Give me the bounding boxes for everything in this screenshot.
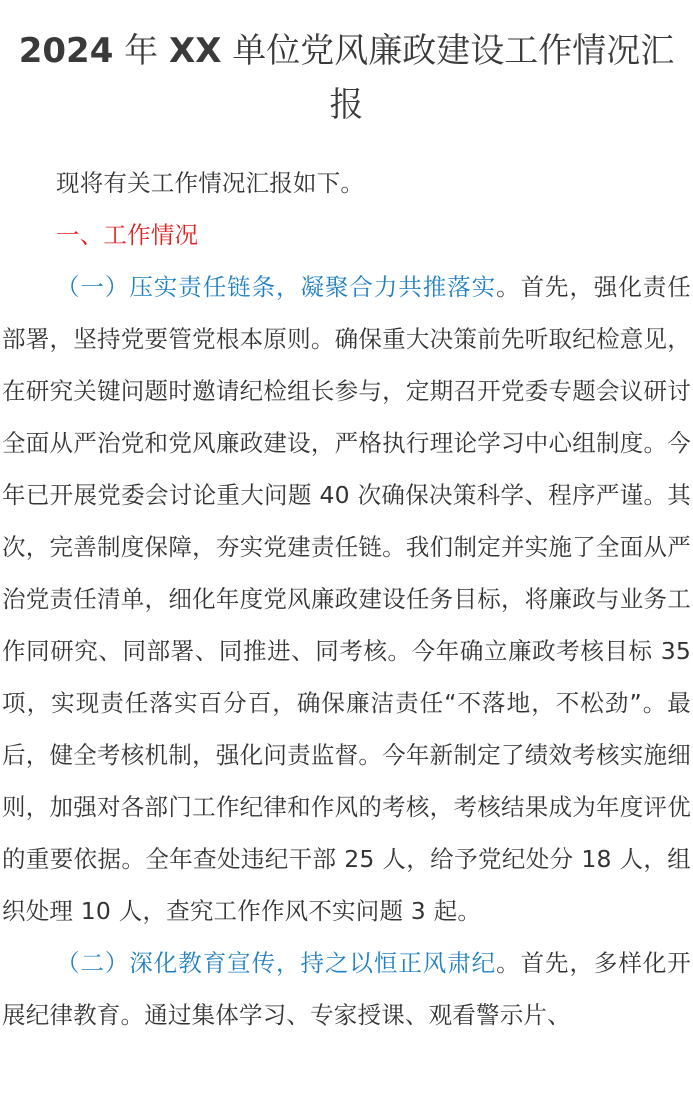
paragraph-1-text: 。首先，强化责任部署，坚持党要管党根本原则。确保重大决策前先听取纪检意见，在研究关键问题时邀请纪检组长参与，定期召开党委专题会议研讨全面从严治党和党风廉政建设，严格执行理论学习中心组制度。今年已开展党委会讨论重大问题 40 次确保决策科学、程序严谨。其次，完善制度保障，夯实党建责任链。我们制定并实施了全面从严治党责任清单，细化年度党风廉政建设任务目标，将廉政与业务工作同研究、同部署、同推进、同考核。今年确立廉政考核目标 35 项，实现责任落实百分百，确保廉洁责任“不落地，不松劲”。最后，健全考核机制，强化问责监督。今年新制定了绩效考核实施细则，加强对各部门工作纪律和作风的考核，考核结果成为年度评优的重要依据。全年查处违纪干部 25 人，给予党纪处分 18 人，组织处理 10 人，查究工作作风不实问题 3 起。 [2,273,691,925]
document-title [0,24,693,132]
paragraph-1 [2,261,691,937]
intro-paragraph: 现将有关工作情况汇报如下。 [56,169,365,197]
document-body [2,157,691,1041]
title-year-suffix: 年 [113,31,169,71]
title-org: XX [169,31,222,71]
paragraph-2-text: 。首先，多样化开展纪律教育。通过集体学习、专家授课、观看警示片、 [2,949,691,1029]
paragraph-2-heading: （二）深化教育宣传，持之以恒正风肃纪 [56,949,497,977]
title-year: 2024 [18,31,114,71]
paragraph-2 [2,937,691,1041]
paragraph-1-heading: （一）压实责任链条，凝聚合力共推落实 [56,273,497,301]
title-subject: 单位党风廉政建设工作情况汇报 [221,31,675,125]
section-heading: 一、工作情况 [56,221,199,249]
